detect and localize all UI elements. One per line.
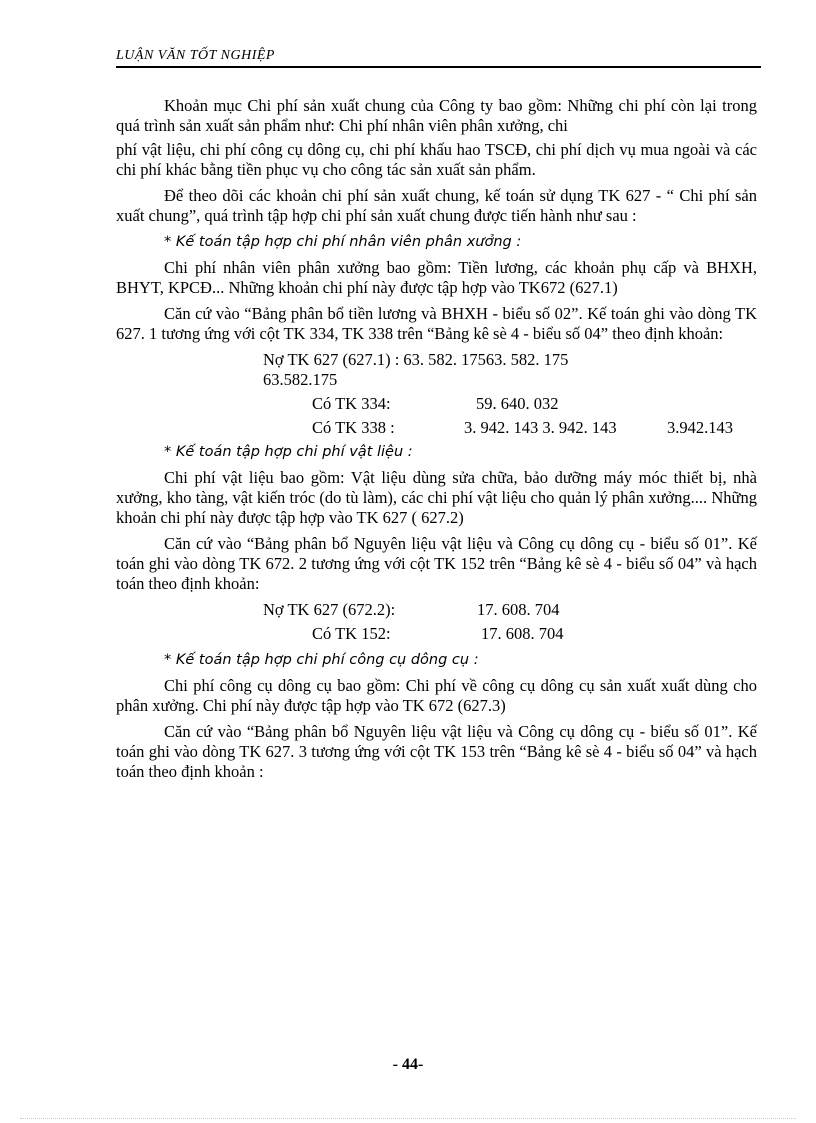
entry-credit-label-338: Có TK 338 : bbox=[312, 418, 395, 437]
page-bottom-divider bbox=[20, 1118, 796, 1119]
paragraph-6: Căn cứ vào “Bảng phân bổ Nguyên liệu vật liệu và Công cụ dông cụ - biểu số 01”. Kế toán ghi vào dòng TK 672. 2 tương ứng với cột TK 152 trên “Bảng kê sè 4 - biểu số 04” và hạch toán theo định khoản: bbox=[116, 534, 757, 593]
section-heading-tools: * Kế toán tập hợp chi phí công cụ dông cụ : bbox=[164, 652, 479, 668]
entry-credit-value-334: 59. 640. 032 bbox=[476, 394, 559, 413]
entry-debit-value: 17. 608. 704 bbox=[477, 600, 560, 619]
entry-debit-continued: 63.582.175 bbox=[263, 370, 338, 389]
running-header: LUẬN VĂN TỐT NGHIỆP bbox=[116, 48, 761, 68]
journal-entry-materials bbox=[116, 600, 757, 650]
entry-credit-value-338-b: 3.942.143 bbox=[667, 418, 733, 437]
paragraph-1a: Khoản mục Chi phí sản xuất chung của Công ty bao gồm: Những chi phí còn lại trong quá trình sản xuất sản phẩm như: Chi phí nhân viên phân xưởng, chi bbox=[116, 96, 757, 135]
paragraph-7: Chi phí công cụ dông cụ bao gồm: Chi phí về công cụ dông cụ sản xuất xuất dùng cho phân xưởng. Chi phí này được tập hợp vào TK 672 (627.3) bbox=[116, 676, 757, 715]
paragraph-5: Chi phí vật liệu bao gồm: Vật liệu dùng sửa chữa, bảo dưỡng máy móc thiết bị, nhà xưởng, kho tàng, vật kiến tróc (do tù làm), các chi phí vật liệu cho quản lý phân xưởng.... Những khoản chi phí này được tập hợp vào TK 627 ( 627.2) bbox=[116, 468, 757, 527]
entry-debit-line: Nợ TK 627 (627.1) : 63. 582. 17563. 582. 175 bbox=[263, 350, 569, 369]
paragraph-4: Căn cứ vào “Bảng phân bổ tiền lương và BHXH - biểu số 02”. Kế toán ghi vào dòng TK 627. 1 tương ứng với cột TK 334, TK 338 trên “Bảng kê sè 4 - biểu số 04” theo định khoản: bbox=[116, 304, 757, 343]
section-heading-materials: * Kế toán tập hợp chi phí vật liệu : bbox=[164, 444, 413, 460]
page-number: - 44- bbox=[392, 1056, 424, 1073]
entry-credit-value-152: 17. 608. 704 bbox=[481, 624, 564, 643]
entry-credit-label-334: Có TK 334: bbox=[312, 394, 391, 413]
entry-credit-value-338: 3. 942. 143 3. 942. 143 bbox=[464, 418, 617, 437]
paragraph-2: Để theo dõi các khoản chi phí sản xuất chung, kế toán sử dụng TK 627 - “ Chi phí sản xuất chung”, quá trình tập hợp chi phí sản xuất chung được tiến hành như sau : bbox=[116, 186, 757, 225]
journal-entry-labor bbox=[116, 350, 757, 442]
paragraph-3: Chi phí nhân viên phân xưởng bao gồm: Tiền lương, các khoản phụ cấp và BHXH, BHYT, KPCĐ... Những khoản chi phí này được tập hợp vào TK672 (627.1) bbox=[116, 258, 757, 297]
body-text bbox=[116, 96, 757, 788]
paragraph-1b: phí vật liệu, chi phí công cụ dông cụ, chi phí khấu hao TSCĐ, chi phí dịch vụ mua ngoài và các chi phí khác bằng tiền phục vụ cho công tác sản xuất sản phẩm. bbox=[116, 140, 757, 179]
entry-debit-label: Nợ TK 627 (672.2): bbox=[263, 600, 396, 619]
paragraph-8: Căn cứ vào “Bảng phân bổ Nguyên liệu vật liệu và Công cụ dông cụ - biểu số 01”. Kế toán ghi vào dòng TK 627. 3 tương ứng với cột TK 153 trên “Bảng kê sè 4 - biểu số 04” và hạch toán theo định khoản : bbox=[116, 722, 757, 781]
entry-credit-label-152: Có TK 152: bbox=[312, 624, 391, 643]
section-heading-labor: * Kế toán tập hợp chi phí nhân viên phân xưởng : bbox=[164, 234, 522, 250]
